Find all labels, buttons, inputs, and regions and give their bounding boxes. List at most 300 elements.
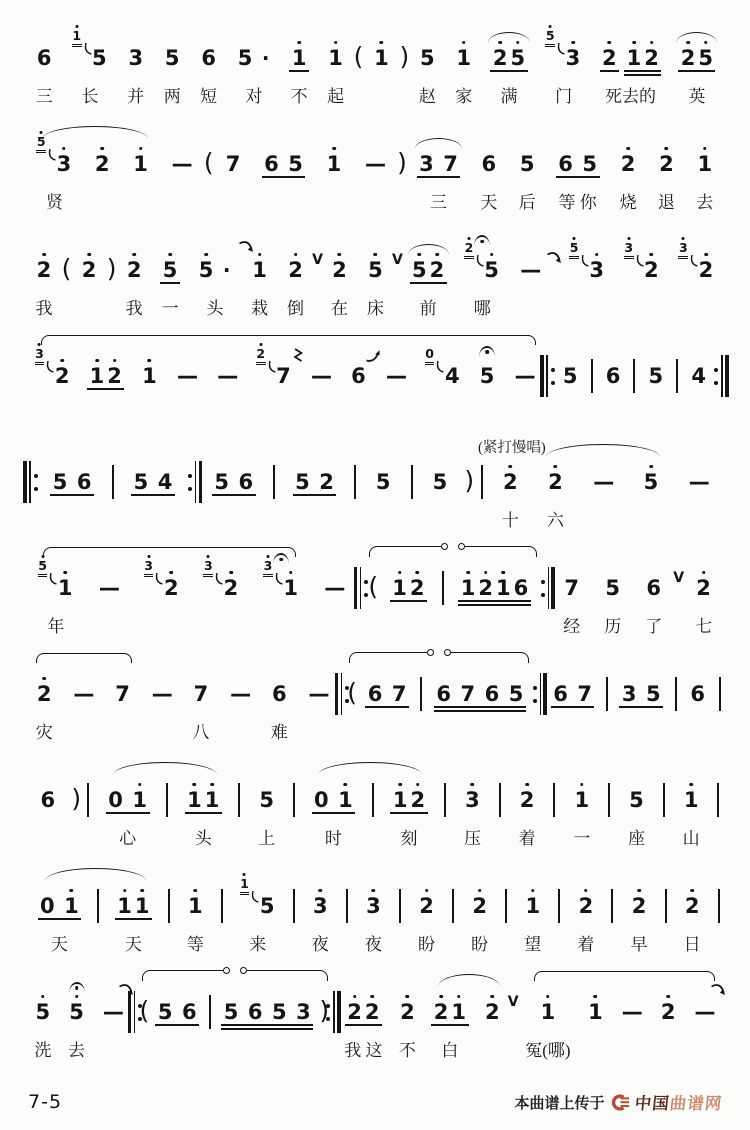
note-cell [615,777,659,851]
note-digits [311,893,329,918]
note-digits [200,45,218,70]
note-cell [363,35,399,109]
lyric: 望 [524,935,542,954]
underline [431,1024,468,1026]
note-token [35,45,53,70]
lyric: 去 [696,193,714,212]
note-cell [670,35,724,109]
note-token [187,893,205,918]
underline [312,812,356,814]
note-cell [62,28,117,109]
note-char: 5 [37,136,46,149]
note-digits [263,151,305,176]
repeat-open-cell [545,353,553,427]
note-digits [547,469,565,494]
barline-cell [288,883,299,957]
system-1 [26,12,724,109]
note-char: 5 [223,999,239,1024]
octave-dot [289,571,293,575]
note-token [604,363,622,388]
note-char: 6 [646,575,661,600]
note-token [287,257,305,282]
underline [434,706,526,708]
note-char: 5 [92,45,107,70]
octave-dot [594,995,598,999]
note-token [365,893,383,918]
note-cell [651,989,685,1063]
note-char: 5 [259,787,274,812]
note-char: 5 [259,893,275,918]
note-token [455,45,473,70]
note-digits [350,363,368,388]
barline [399,889,401,923]
circle-mark [240,967,247,974]
underline [115,918,152,920]
barline-cell [476,459,488,533]
circle-mark [441,543,448,550]
barline [209,995,211,1029]
note-char: 3 [144,560,153,573]
note-char: 5 [295,469,310,494]
barline [444,783,446,817]
note-cell [615,240,670,321]
note-token [491,45,526,70]
note-token [624,240,660,285]
lyric: 上 [258,829,276,848]
note-char: 1 [135,896,150,917]
note-token [425,346,461,391]
barline-cell [406,459,418,533]
note-digits [331,257,349,282]
barline-cell [83,777,94,851]
note-cell [683,565,724,639]
lyric: 三 [429,193,447,212]
note-cell [341,353,376,427]
note-char: 1 [393,790,408,811]
note-token [464,240,500,285]
note-cell [578,459,628,533]
note-char: 5 [698,48,713,69]
note-digits [39,893,81,918]
note-char: 2 [579,896,594,917]
note-digits [97,575,120,600]
note-digits [625,45,660,70]
notation-row [26,777,724,851]
note-digits [435,681,525,706]
octave-dot [416,783,420,787]
note-char: 5 [648,363,664,388]
barline-cell [234,777,245,851]
barline [97,889,99,923]
note-cell [62,247,71,321]
octave-dot [297,41,301,45]
note-char: 3 [35,348,44,361]
note-char: 6 [481,151,497,176]
note-char: — [520,257,541,282]
octave-dot [627,237,630,240]
note-token [391,575,426,600]
note-token [524,893,542,918]
underline [417,176,461,178]
note-char: ( [353,41,364,71]
note-token [192,681,210,706]
note-digits [483,257,501,282]
note-digits [411,257,446,282]
note-token [127,45,145,70]
underline [490,70,527,72]
lyric: 栽 [251,299,269,318]
underline [289,70,309,72]
lyric: 去 [68,1041,85,1060]
lyric: 门 [555,87,573,106]
octave-dot [95,359,99,363]
note-digits [682,787,700,812]
note-char: 6 [247,999,263,1024]
note-digits [391,787,426,812]
note-cell [553,353,588,427]
barline-cell [268,459,280,533]
note-digits [80,257,98,282]
note-char: 5 [432,469,448,494]
note-cell [401,247,455,321]
barline [273,465,275,499]
note-digits [39,787,57,812]
lyric: 不 [398,1041,416,1060]
note-token [693,999,716,1024]
note-char: — [98,575,119,600]
repeat-close-cell [188,459,200,533]
barline-cell [395,883,406,957]
barline [481,465,483,499]
note-cell [361,459,406,533]
octave-dot [703,147,707,151]
note-digits [385,363,408,388]
octave-dot [258,253,262,257]
lyric: 六 [546,511,564,530]
repeat-dots [533,686,537,703]
note-cell [252,141,314,215]
note-token [35,346,71,391]
note-char: ( [347,677,357,707]
underline [624,70,661,72]
note-cell [311,565,357,639]
note-char: 6 [238,469,254,494]
note-token [331,257,349,282]
note-token [256,346,292,391]
note-token [216,363,239,388]
note-digits [141,363,159,388]
note-char: 2 [520,790,535,811]
octave-dot [70,889,74,893]
note-digits [418,893,436,918]
note-digits [464,787,482,812]
note-char: 2 [365,1002,380,1023]
octave-dot [62,147,66,151]
note-digits [480,151,498,176]
note-char: V [391,252,403,268]
note-cell [118,35,154,109]
barline [499,783,501,817]
note-cell [26,35,62,109]
note-cell [315,141,353,215]
note-digits [175,363,198,388]
note-char: 3 [366,896,381,917]
note-digits [224,151,242,176]
note-token [35,681,53,706]
note-digits [539,999,557,1024]
lyric: 刻 [400,829,418,848]
note-digits [258,787,276,812]
note-cell [107,247,116,321]
underline [390,812,427,814]
note-cell [26,883,93,957]
note-char: 1 [132,790,147,811]
octave-dot [334,41,338,45]
note-digits [418,151,460,176]
note-digits [55,151,73,176]
note-char: 1 [187,790,202,811]
note-char: 2 [127,260,142,281]
lyric: 洗 [34,1041,52,1060]
note-token [374,469,392,494]
octave-dot [546,995,550,999]
note-digits [327,45,345,70]
underline [87,388,124,390]
octave-dot [87,253,91,257]
note-char: 3 [465,790,480,811]
octave-dot [415,571,419,575]
note-char: 3 [679,242,688,255]
fermata-dot [480,240,484,244]
underline [185,812,222,814]
note-cell [192,558,252,639]
lyric: 满 [500,87,518,106]
note-char: 7 [460,681,476,706]
note-token [39,893,81,918]
note-char: 3 [589,260,604,281]
note-char: 1 [188,896,203,917]
note-cell [26,346,80,427]
octave-dot [690,889,694,893]
grace-note [545,30,563,60]
note-token [587,999,605,1024]
lyric: 头 [206,299,224,318]
note-cell [397,141,407,215]
note-char: 5 [214,469,229,494]
note-digits [222,999,312,1024]
note-digits [587,999,605,1024]
note-digits [697,257,715,282]
note-token [163,45,181,70]
note-cell [618,883,661,957]
system-2 [26,118,724,215]
note-cell [416,346,470,427]
barline [719,677,721,711]
note-token [346,999,381,1024]
note-cell [505,777,549,851]
note-cell [482,35,536,109]
note-token [60,253,73,283]
underline [106,812,150,814]
octave-dot [665,147,669,151]
octave-dot [204,253,208,257]
note-char: 1 [456,48,471,69]
note-char: 5 [271,999,287,1024]
note-digits [101,999,124,1024]
note-token [519,257,542,282]
note-char: 2 [400,1002,415,1023]
note-cell [685,989,724,1063]
note-digits [592,469,615,494]
note-digits [491,45,526,70]
lyric: 赵 [418,87,436,106]
note-char: ) [397,147,407,177]
octave-dot [637,889,641,893]
note-cell [400,35,409,109]
underline [131,494,175,496]
octave-dot [573,237,576,240]
octave-dot [490,253,494,257]
system-10 [26,966,724,1063]
note-cell [154,35,190,109]
note-digits [630,893,648,918]
note-cell [245,777,289,851]
note-cell [336,989,390,1063]
repeat-dots [541,580,545,597]
octave-dot [682,237,685,240]
note-token [101,999,124,1024]
underline [155,1024,199,1026]
barline [221,889,223,923]
note-cell [354,35,363,109]
note-cell [183,671,219,745]
note-digits [513,363,536,388]
octave-dot [608,41,612,45]
octave-dot [650,41,654,45]
note-token [478,363,496,388]
note-cell [378,777,439,851]
note-digits [620,999,643,1024]
lyric: 夜 [364,935,382,954]
note-cell [551,247,560,321]
note-digits [213,469,255,494]
note-cell [462,459,476,533]
barline-cell [713,883,724,957]
note-char: 2 [419,896,434,917]
lyric: 后 [518,193,536,212]
octave-dot [398,783,402,787]
note-char: 1 [328,48,343,69]
note-token [132,469,174,494]
note-digits [390,253,404,267]
note-digits [51,469,93,494]
lyric: 前 [419,299,437,318]
note-digits [116,893,151,918]
note-char: 5 [570,242,579,255]
note-cell [281,35,317,109]
system-6 [26,542,724,639]
note-cell [533,459,578,533]
note-digits [432,999,467,1024]
note-digits [309,363,332,388]
note-cell [393,247,401,321]
note-char: 1 [684,790,699,811]
note-cell [511,883,554,957]
note-token [690,363,708,388]
note-token [80,257,98,282]
octave-dot [467,237,470,240]
note-char: 1 [58,578,73,599]
note-digits [604,575,622,600]
repeat-bracket-with-circles [349,652,529,664]
octave-dot [406,995,410,999]
note-char: V [507,994,519,1010]
note-char: 2 [332,260,347,281]
note-token [323,575,346,600]
barline [665,889,667,923]
grace-digit [464,242,474,259]
down-arrow-icon [118,980,136,1001]
note-char: 1 [697,154,712,175]
repeat-open-cell [26,459,38,533]
note-token [107,787,149,812]
note-digits [202,147,215,177]
note-token [88,363,123,388]
underline [221,1028,313,1030]
note-digits [132,151,150,176]
note-char: 1 [574,790,589,811]
note-token [125,257,143,282]
note-char: 6 [558,151,573,176]
octave-dot [462,41,466,45]
octave-dot [478,889,482,893]
note-token [114,681,132,706]
note-char: — [324,575,345,600]
note-digits [658,151,676,176]
barline-cell [289,777,300,851]
lyric: 三 [35,87,53,106]
note-cell [298,671,340,745]
note-cell [26,558,86,639]
note-char: 5 [508,681,524,706]
note-digits [282,575,300,600]
octave-dot [380,41,384,45]
barline [663,783,665,817]
note-char: 5 [199,260,214,281]
note-cell [560,777,604,851]
note-char: 5 [629,787,644,812]
underline [221,1024,313,1026]
note-char: 5 [157,999,173,1024]
note-digits [396,147,409,177]
note-char: 2 [347,1002,362,1023]
note-digits [294,469,336,494]
grace-note [263,560,281,590]
note-cell [352,883,395,957]
note-digits [138,995,151,1025]
note-cell [80,353,132,427]
note-cell [141,671,183,745]
bracket-right [451,652,529,663]
note-token [619,151,637,176]
note-char: — [514,363,535,388]
note-token [418,45,436,70]
note-token [459,575,530,600]
note-cell [103,883,163,957]
note-cell [455,240,510,321]
note-cell [357,247,393,321]
note-token [34,999,52,1024]
